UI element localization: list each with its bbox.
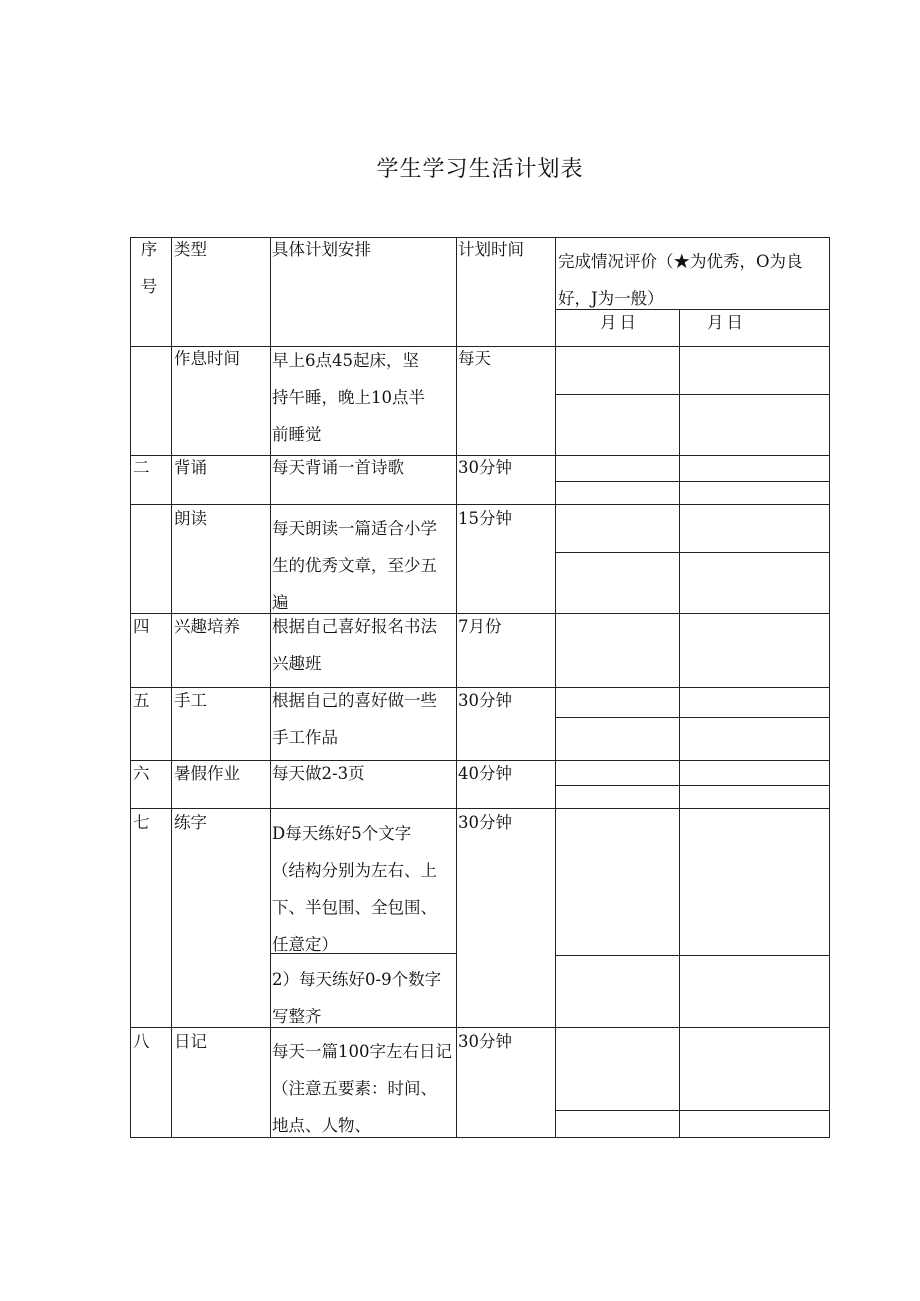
row-7-plan-2: 2）每天练好0-9个数字写整齐 [272, 970, 442, 1026]
row-1-plan: 早上6点45起床，坚持午睡，晚上10点半前睡觉 [272, 351, 425, 444]
row-5-time: 30分钟 [458, 691, 512, 710]
row-8-seq: 八 [133, 1032, 150, 1051]
row-4-type: 兴趣培养 [174, 617, 240, 636]
header-seq: 序号 [140, 240, 160, 296]
row-2-plan: 每天背诵一首诗歌 [272, 458, 404, 477]
row-2-type: 背诵 [174, 458, 207, 477]
header-type: 类型 [174, 240, 207, 259]
row-3-time: 15分钟 [458, 509, 512, 528]
row-4-time: 7月份 [458, 617, 502, 636]
row-4-plan: 根据自己喜好报名书法兴趣班 [272, 617, 437, 673]
row-5-type: 手工 [174, 691, 207, 710]
row-1-type: 作息时间 [174, 349, 240, 368]
page-title: 学生学习生活计划表 [376, 157, 584, 182]
header-evaluation: 完成情况评价（★为优秀，O为良好，J为一般） [558, 252, 803, 308]
row-8-plan: 每天一篇100字左右日记（注意五要素：时间、地点、人物、 [272, 1042, 452, 1135]
row-6-time: 40分钟 [458, 764, 512, 783]
row-7-seq: 七 [133, 813, 150, 832]
row-7-type: 练字 [174, 813, 207, 832]
row-7-plan: D每天练好5个文字（结构分别为左右、上下、半包围、全包围、任意定） [272, 824, 437, 954]
row-8-time: 30分钟 [458, 1032, 512, 1051]
row-2-time: 30分钟 [458, 458, 512, 477]
row-7-time: 30分钟 [458, 813, 512, 832]
header-date-2: 月日 [707, 313, 746, 332]
row-3-type: 朗读 [174, 509, 207, 528]
header-time: 计划时间 [458, 240, 524, 259]
row-2-seq: 二 [133, 458, 150, 477]
header-plan: 具体计划安排 [272, 240, 371, 259]
row-1-time: 每天 [458, 349, 491, 368]
row-6-seq: 六 [133, 764, 150, 783]
row-6-type: 暑假作业 [174, 764, 240, 783]
row-4-seq: 四 [133, 617, 150, 636]
row-5-seq: 五 [133, 691, 150, 710]
row-6-plan: 每天做2-3页 [272, 764, 365, 783]
row-8-type: 日记 [174, 1032, 207, 1051]
header-date-1: 月日 [600, 313, 639, 332]
row-3-plan: 每天朗读一篇适合小学生的优秀文章，至少五遍 [272, 519, 437, 612]
row-5-plan: 根据自己的喜好做一些手工作品 [272, 691, 437, 747]
